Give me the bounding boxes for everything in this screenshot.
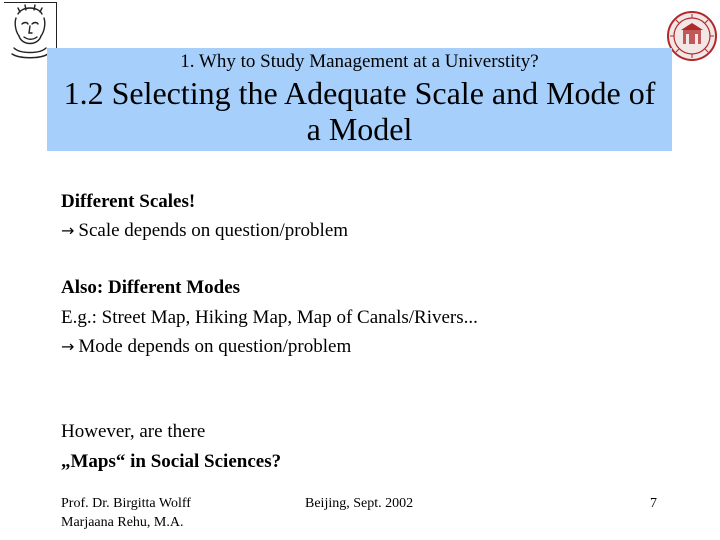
section2-point — [61, 335, 351, 359]
slide-title-line-1: 1.2 Selecting the Adequate Scale and Mode of — [63, 75, 656, 111]
title-band — [47, 48, 672, 151]
slide-title — [47, 75, 672, 147]
seal-graphic — [666, 10, 718, 62]
footer-authors — [61, 494, 191, 532]
section1-heading: Different Scales! — [61, 191, 196, 212]
slide-supertitle: 1. Why to Study Management at a Universtity? — [180, 51, 539, 72]
slide-title-line-2: a Model — [306, 111, 413, 147]
section2-point-text: Mode depends on question/problem — [78, 336, 352, 357]
footer-page-number: 7 — [650, 496, 657, 511]
section2-heading: Also: Different Modes — [61, 277, 241, 298]
right-arrow-icon: → — [61, 221, 75, 240]
question-line-1: However, are there — [61, 421, 206, 442]
university-seal-icon — [666, 10, 718, 62]
section1-point-text: Scale depends on question/problem — [78, 220, 349, 241]
right-arrow-icon: → — [61, 337, 75, 356]
section1-point — [61, 219, 348, 243]
footer-author-1: Prof. Dr. Birgitta Wolff — [61, 496, 191, 511]
footer-event: Beijing, Sept. 2002 — [305, 496, 414, 511]
footer-author-2: Marjaana Rehu, M.A. — [61, 515, 184, 530]
section2-example: E.g.: Street Map, Hiking Map, Map of Canals/Rivers... — [61, 307, 478, 328]
question-line-2: „Maps“ in Social Sciences? — [61, 451, 282, 472]
